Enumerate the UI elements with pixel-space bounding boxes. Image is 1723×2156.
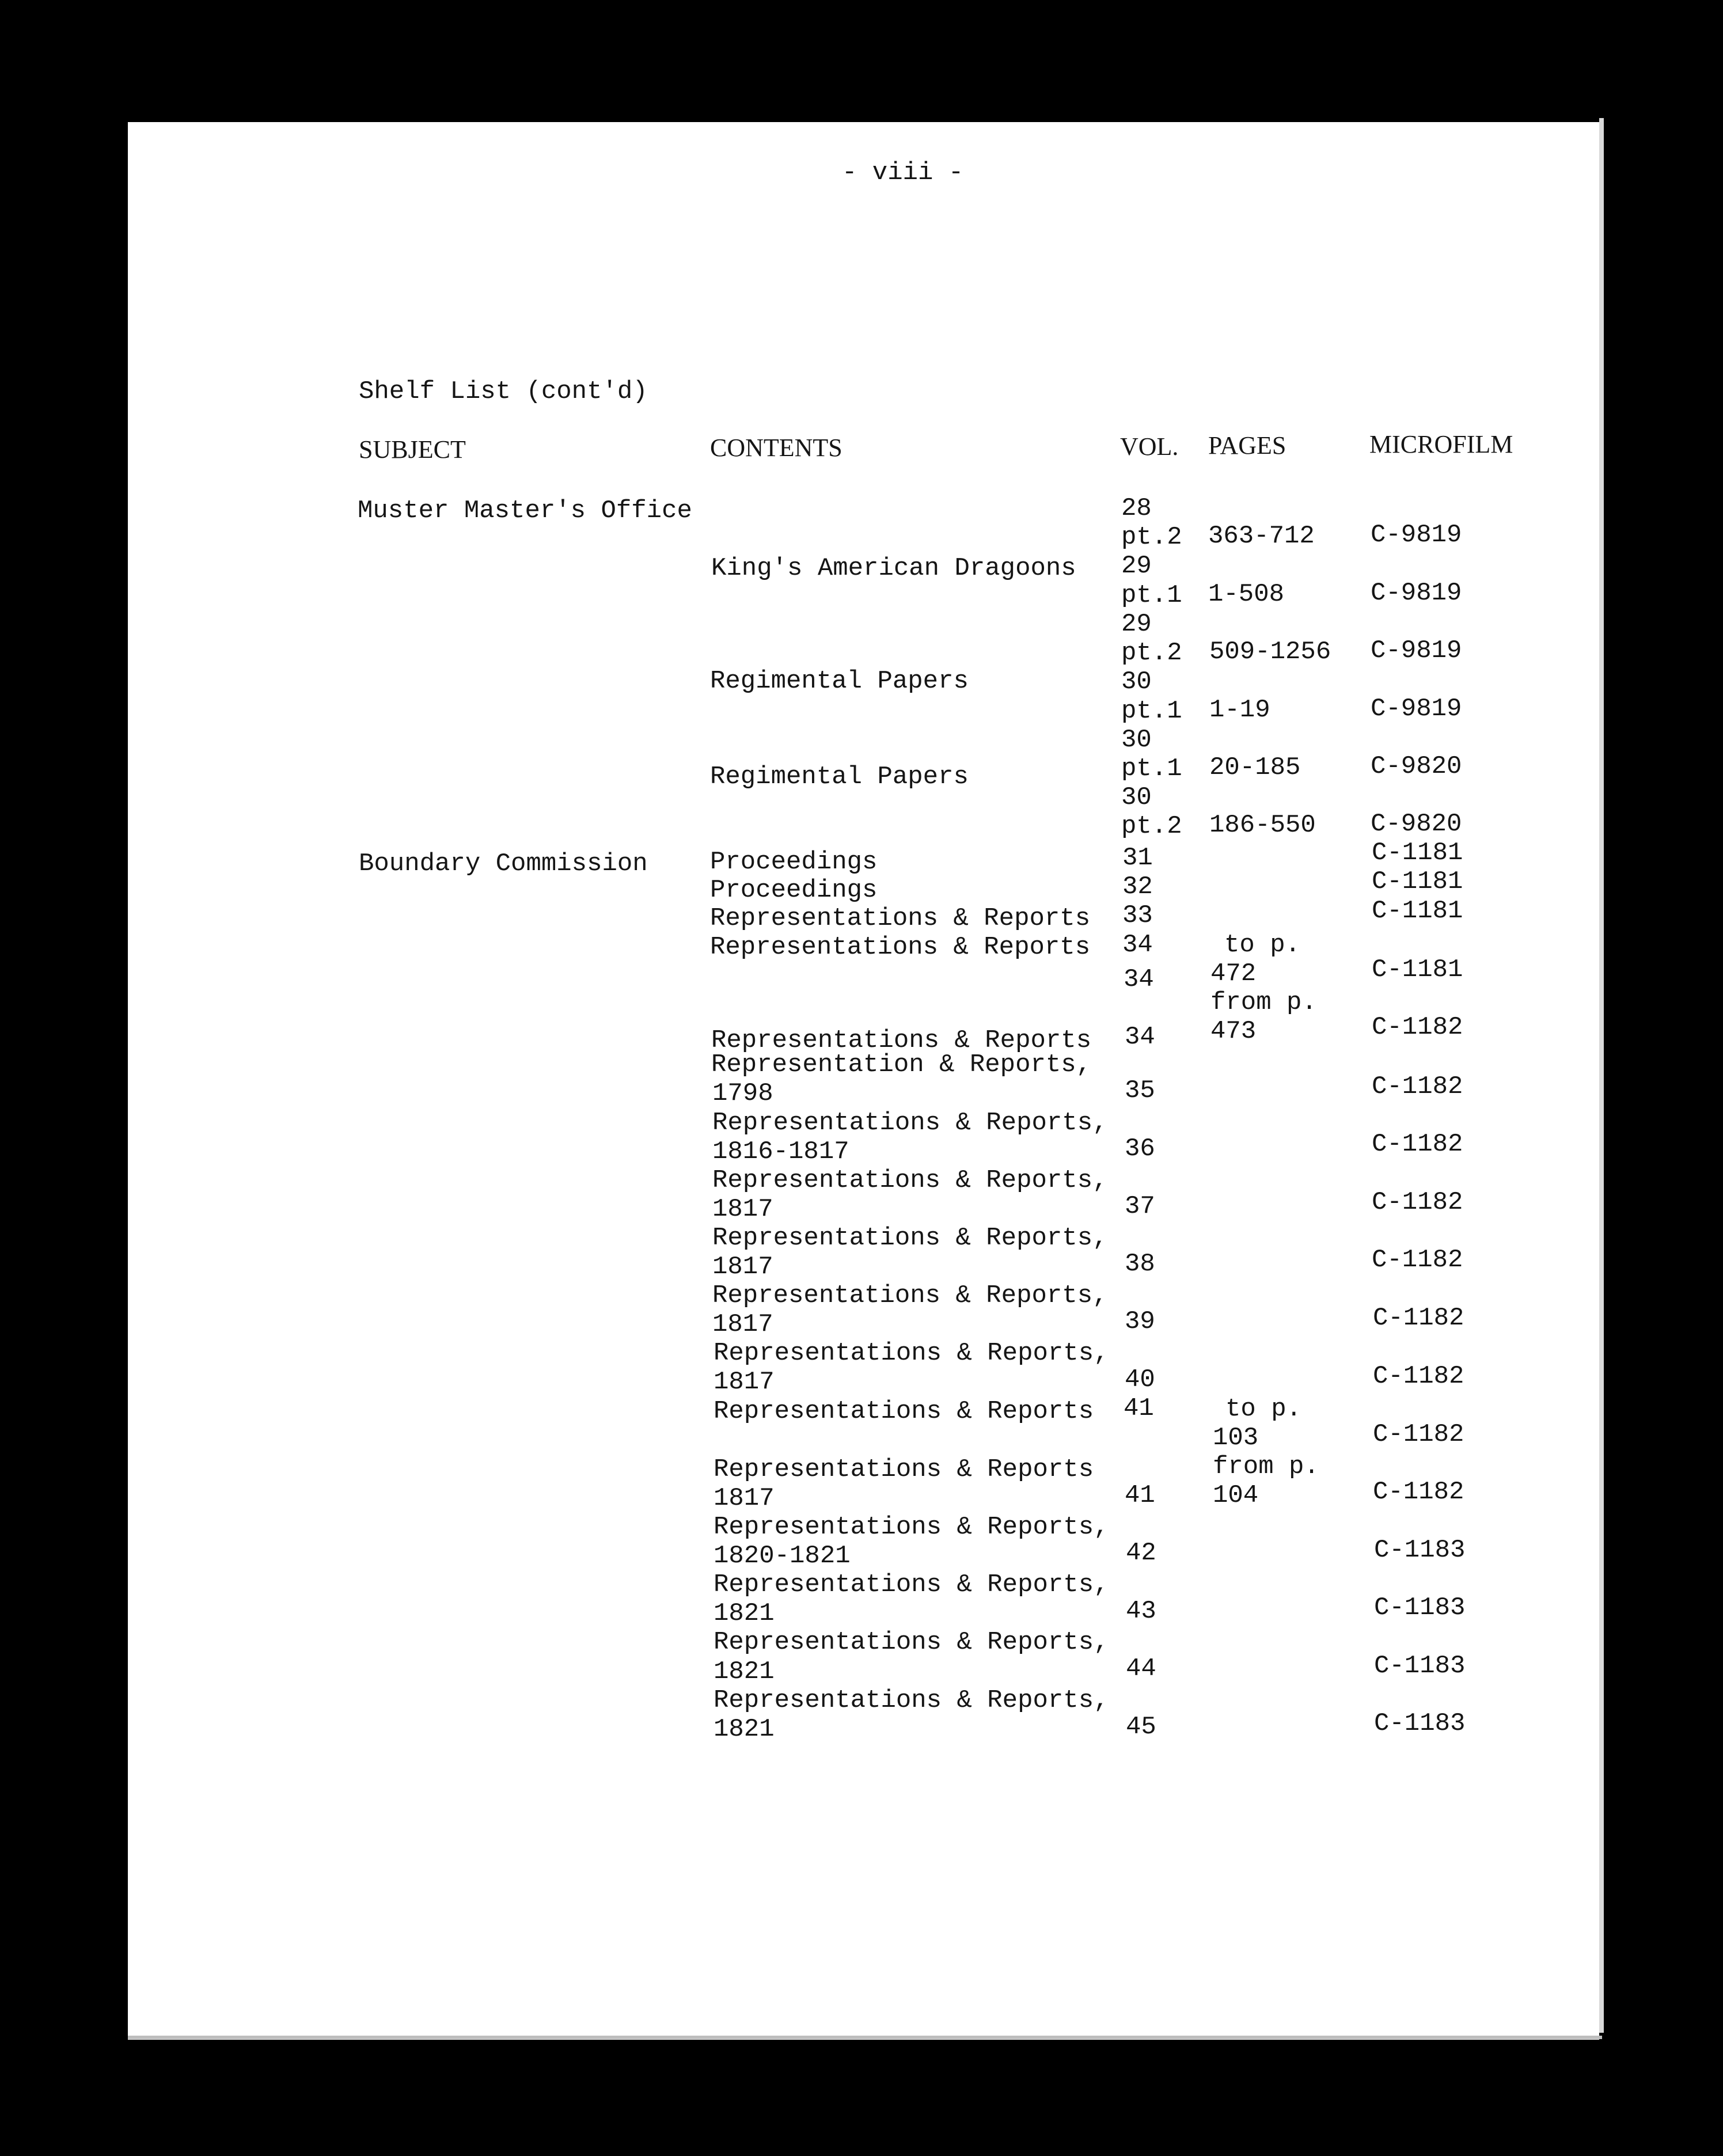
contents-cell: Representations & Reports, [712,1281,1108,1310]
vol-cell: 35 [1125,1076,1155,1105]
contents-cell: Representations & Reports [710,933,1091,962]
contents-cell: 1817 [712,1310,773,1339]
pages-cell: 473 [1210,1017,1257,1046]
microfilm-cell: C-1182 [1372,1130,1463,1159]
pages-cell: 363-712 [1208,522,1315,551]
microfilm-cell: C-1182 [1372,1072,1463,1101]
contents-cell: 1816-1817 [712,1137,849,1166]
contents-cell: Representations & Reports, [712,1224,1108,1252]
contents-cell: Representation & Reports, [711,1050,1092,1079]
microfilm-cell: C-9819 [1371,579,1462,608]
contents-cell: 1817 [712,1252,773,1281]
vol-cell: 41 [1124,1394,1154,1423]
contents-cell: 1820-1821 [714,1542,851,1570]
vol-cell: 36 [1125,1134,1155,1163]
vol-cell: 34 [1125,1023,1155,1052]
contents-cell: Proceedings [710,876,878,905]
vol-cell: 29 [1121,552,1152,580]
pages-cell: to p. [1225,1395,1302,1424]
vol-cell: 37 [1125,1192,1155,1221]
pages-cell: 103 [1213,1424,1259,1452]
page-edge [1599,118,1604,2033]
subject-cell: Boundary Commission [359,849,648,878]
pages-cell: 20-185 [1209,753,1301,782]
microfilm-cell: C-9820 [1371,752,1462,781]
contents-cell: Representations & Reports, [714,1339,1109,1368]
vol-cell: 39 [1125,1307,1155,1336]
pages-cell: 186-550 [1209,811,1316,840]
contents-cell: King's American Dragoons [711,554,1076,583]
contents-cell: Regimental Papers [710,667,969,696]
vol-cell: pt.2 [1121,812,1182,841]
vol-cell: 29 [1121,610,1152,639]
microfilm-cell: C-1182 [1372,1188,1463,1217]
vol-cell: 32 [1122,872,1153,901]
header-pages: PAGES [1208,431,1286,460]
contents-cell: Representations & Reports [714,1397,1094,1426]
vol-cell: 43 [1126,1597,1156,1626]
microfilm-cell: C-1183 [1374,1652,1466,1680]
vol-cell: 41 [1125,1481,1155,1510]
contents-cell: Representations & Reports [710,904,1091,933]
vol-cell: 38 [1125,1250,1155,1278]
subject-cell: Muster Master's Office [358,496,692,525]
microfilm-cell: C-1182 [1373,1304,1464,1333]
contents-cell: Proceedings [710,848,878,876]
vol-cell: 28 [1121,494,1152,523]
contents-cell: Representations & Reports, [714,1570,1109,1599]
microfilm-cell: C-1183 [1374,1709,1466,1738]
contents-cell: 1817 [712,1195,773,1224]
microfilm-cell: C-1182 [1373,1478,1464,1506]
section-title: Shelf List (cont'd) [359,377,648,406]
microfilm-cell: C-1181 [1372,838,1463,867]
vol-cell: 30 [1121,783,1152,812]
header-vol: VOL. [1120,432,1179,461]
microfilm-cell: C-1182 [1372,1246,1463,1274]
microfilm-cell: C-1182 [1373,1362,1464,1391]
header-microfilm: MICROFILM [1369,430,1513,458]
pages-cell: 472 [1210,959,1257,988]
pages-cell: 509-1256 [1209,637,1331,666]
page-number: - viii - [842,158,964,187]
contents-cell: 1821 [714,1715,775,1744]
vol-cell: 42 [1126,1539,1156,1567]
contents-cell: 1817 [714,1484,775,1513]
pages-cell: from p. [1210,988,1317,1017]
microfilm-cell: C-1181 [1372,955,1463,984]
vol-cell: 33 [1122,901,1153,930]
microfilm-cell: C-9820 [1371,810,1462,838]
pages-cell: 104 [1213,1481,1259,1510]
pages-cell: from p. [1213,1452,1319,1481]
contents-cell: 1798 [712,1079,773,1108]
contents-cell: 1821 [714,1657,775,1686]
microfilm-cell: C-1183 [1374,1593,1466,1622]
vol-cell: pt.1 [1121,754,1182,783]
pages-cell: 1-19 [1209,696,1270,724]
contents-cell: Representations & Reports, [712,1166,1108,1195]
vol-cell: 44 [1126,1654,1156,1683]
contents-cell: Representations & Reports, [714,1628,1109,1657]
contents-cell: 1821 [714,1599,775,1628]
vol-cell: pt.1 [1121,697,1182,726]
contents-cell: Representations & Reports, [714,1686,1109,1715]
contents-cell: Representations & Reports [714,1455,1094,1484]
vol-cell: 40 [1125,1365,1155,1394]
microfilm-cell: C-9819 [1371,694,1462,723]
microfilm-cell: C-9819 [1371,521,1462,549]
vol-cell: 45 [1126,1713,1156,1741]
pages-cell: 1-508 [1208,580,1285,609]
microfilm-cell: C-1183 [1374,1536,1466,1565]
header-subject: SUBJECT [359,435,466,464]
contents-cell: Regimental Papers [710,762,969,791]
vol-cell: pt.2 [1121,639,1182,667]
header-contents: CONTENTS [710,434,842,462]
microfilm-cell: C-1182 [1373,1420,1464,1449]
pages-cell: to p. [1224,931,1301,959]
page-shadow [128,2036,1602,2039]
vol-cell: pt.1 [1121,581,1182,610]
vol-cell: pt.2 [1121,523,1182,552]
vol-cell: 34 [1122,931,1153,959]
contents-cell: Representations & Reports, [714,1513,1109,1542]
microfilm-cell: C-9819 [1371,636,1462,665]
microfilm-cell: C-1181 [1372,897,1463,925]
contents-cell: 1817 [714,1368,775,1396]
vol-cell: 34 [1124,965,1154,994]
contents-cell: Representations & Reports, [712,1109,1108,1137]
contents-cell: Representations & Reports [711,1026,1092,1055]
vol-cell: 31 [1122,844,1153,872]
microfilm-cell: C-1181 [1372,867,1463,896]
vol-cell: 30 [1121,726,1152,754]
vol-cell: 30 [1121,667,1152,696]
microfilm-cell: C-1182 [1372,1013,1463,1042]
